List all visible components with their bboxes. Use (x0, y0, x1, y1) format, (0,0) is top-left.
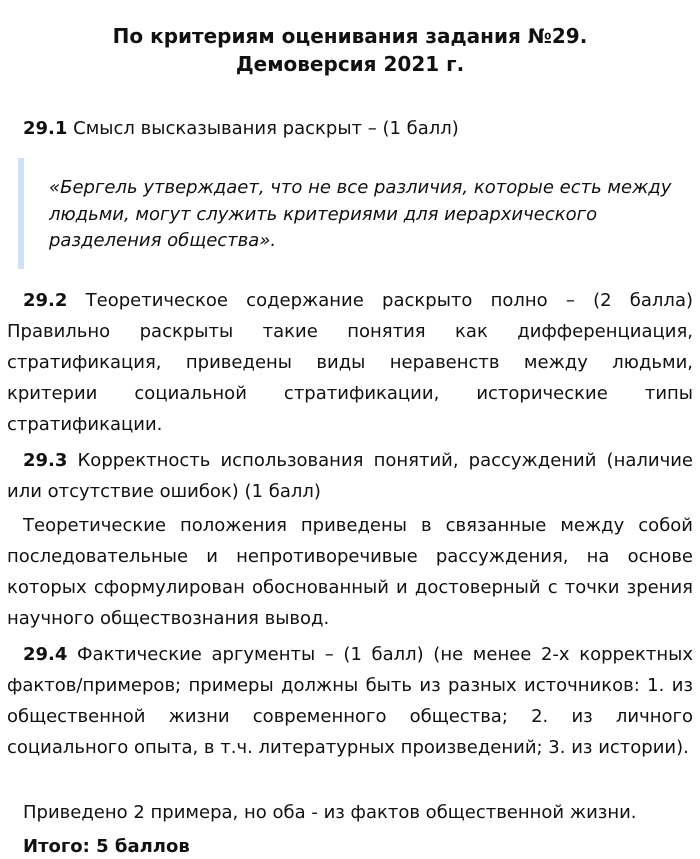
title-line-1: По критериям оценивания задания №29. (112, 24, 588, 48)
title-line-2: Демоверсия 2021 г. (235, 52, 465, 76)
criterion-29-3-comment: Теоретические положения приведены в связанные между собой последовательные и непротиворечивые рассуждения, на основе которых сформулирован обоснованный и достоверный с точки зрения научного обществознания вывод. (7, 515, 693, 629)
total-score: Итого: 5 баллов (23, 836, 190, 857)
criterion-29-2 (7, 285, 693, 440)
criterion-29-4 (7, 639, 693, 763)
criterion-number: 29.3 (23, 450, 68, 471)
document-title (0, 22, 700, 78)
criterion-29-1 (7, 113, 693, 144)
criterion-text: Корректность использования понятий, рассуждений (наличие или отсутствие ошибок) (1 балл) (7, 450, 693, 502)
criterion-number: 29.1 (23, 118, 68, 139)
quote-text: «Бергель утверждает, что не все различия, которые есть между людьми, могут служить критериями для иерархического разделения общества». (49, 177, 672, 251)
criterion-29-3 (7, 445, 693, 507)
criterion-text: Теоретическое содержание раскрыто полно – (2 балла) Правильно раскрыты такие понятия как дифференциация, стратификация, приведены виды неравенств между людьми, критерии социальной стратификации, исторические типы стратификации. (7, 290, 693, 435)
criterion-text: Смысл высказывания раскрыт – (1 балл) (67, 118, 459, 139)
quote-block (18, 158, 672, 269)
criterion-number: 29.2 (23, 290, 68, 311)
criterion-29-4-comment: Приведено 2 примера, но оба - из фактов общественной жизни. (23, 802, 637, 823)
criterion-number: 29.4 (23, 644, 68, 665)
criterion-text: Фактические аргументы – (1 балл) (не менее 2-х корректных фактов/примеров; примеры должны быть из разных источников: 1. из общественной жизни современного общества; 2. из личного социального опыта, в т.ч. литературных произведений; 3. из истории). (7, 644, 693, 758)
